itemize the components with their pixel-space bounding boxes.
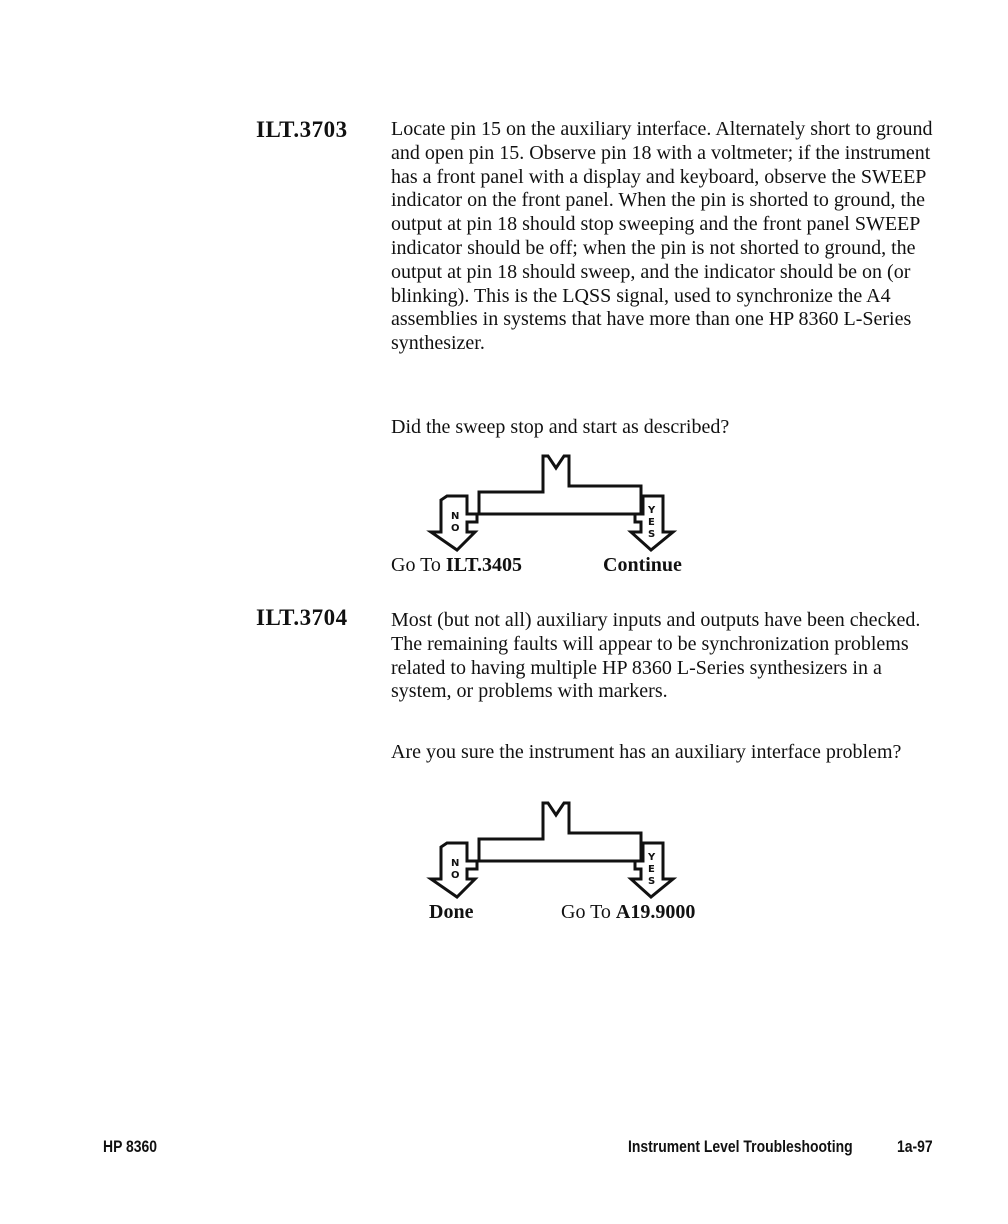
- no-letter-o: O: [451, 523, 460, 534]
- yes-branch-label[interactable]: [603, 554, 682, 577]
- no-letter-n: N: [451, 858, 460, 869]
- no-letter-o: O: [451, 870, 460, 881]
- yes-letter-y: Y: [648, 505, 656, 516]
- step-3703-question: Did the sweep stop and start as described?: [391, 416, 730, 438]
- no-letter-n: N: [451, 511, 460, 522]
- yes-branch-label[interactable]: [561, 901, 695, 924]
- footer-page-number: 1a-97: [897, 1137, 933, 1156]
- no-branch-target[interactable]: ILT.3405: [445, 554, 523, 576]
- yes-letter-s: S: [648, 529, 656, 540]
- yes-branch-target[interactable]: A19.9000: [615, 901, 696, 923]
- step-id-3704: ILT.3704: [256, 605, 348, 630]
- yes-letter-y: Y: [648, 852, 656, 863]
- decision-flowchart-icon: [391, 797, 731, 907]
- yes-branch-target[interactable]: Continue: [603, 554, 682, 576]
- yes-branch-prefix: Go To: [561, 901, 616, 923]
- no-branch-label[interactable]: [429, 901, 473, 924]
- step-3703-body: Locate pin 15 on the auxiliary interface. Alternately short to ground and open pin 15. Observe pin 18 with a voltmeter; if the instrument has a front panel with a display and keyboard, observe the SWEEP indicator on the front panel. When the pin is shorted to ground, the output at pin 18 should stop sweeping and the front panel SWEEP indicator should be off; when the pin is not shorted to ground, the output at pin 18 should sweep, and the indicator should be on (or blinking). This is the LQSS signal, used to synchronize the A4 assemblies in systems that have more than one HP 8360 L-Series synthesizer.: [391, 118, 933, 355]
- yes-letter-e: E: [648, 517, 655, 528]
- step-3704-body: Most (but not all) auxiliary inputs and outputs have been checked. The remaining faults will appear to be synchronization problems related to having multiple HP 8360 L-Series synthesizers in a system, or problems with markers.: [391, 609, 921, 703]
- footer-section-title: Instrument Level Troubleshooting: [628, 1137, 853, 1156]
- step-3704-question: Are you sure the instrument has an auxiliary interface problem?: [391, 741, 902, 763]
- yes-letter-e: E: [648, 864, 655, 875]
- yes-letter-s: S: [648, 876, 656, 887]
- footer-product: HP 8360: [103, 1137, 158, 1156]
- decision-flow-3704: [391, 797, 731, 937]
- decision-flow-3703: [391, 450, 731, 590]
- no-branch-label[interactable]: [391, 554, 522, 577]
- step-id-3703: ILT.3703: [256, 117, 348, 142]
- no-branch-target[interactable]: Done: [429, 901, 474, 923]
- no-branch-prefix: Go To: [391, 554, 446, 576]
- decision-flowchart-icon: [391, 450, 731, 560]
